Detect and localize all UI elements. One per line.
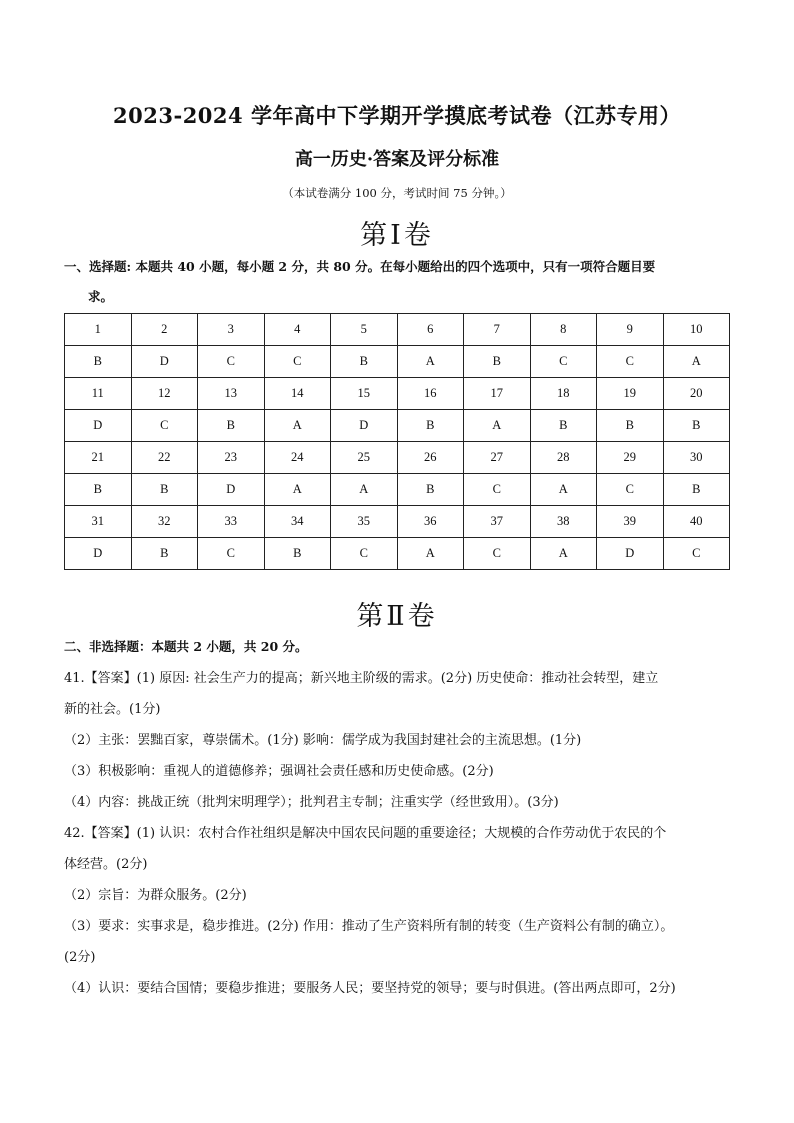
answer-row xyxy=(65,474,730,506)
answer-cell: B xyxy=(131,538,198,570)
question-number-cell: 7 xyxy=(464,314,531,346)
answer-cell: A xyxy=(331,474,398,506)
question-number-cell: 28 xyxy=(530,442,597,474)
question-number-cell: 17 xyxy=(464,378,531,410)
question-number-cell: 2 xyxy=(131,314,198,346)
question-number-cell: 9 xyxy=(597,314,664,346)
answer-cell: A xyxy=(530,474,597,506)
answer-cell: C xyxy=(663,538,730,570)
answer-cell: C xyxy=(530,346,597,378)
question-number-cell: 30 xyxy=(663,442,730,474)
answer-cell: B xyxy=(331,346,398,378)
question-number-cell: 14 xyxy=(264,378,331,410)
answer-cell: C xyxy=(331,538,398,570)
question-number-cell: 12 xyxy=(131,378,198,410)
document-subtitle: 高一历史·答案及评分标准 xyxy=(294,149,500,170)
answer-table xyxy=(64,313,730,570)
question-number-cell: 38 xyxy=(530,506,597,538)
part1-heading: 第Ⅰ卷 xyxy=(360,220,434,251)
question-number-cell: 26 xyxy=(397,442,464,474)
question-number-cell: 19 xyxy=(597,378,664,410)
part2-heading: 第Ⅱ卷 xyxy=(356,601,438,632)
question-number-cell: 18 xyxy=(530,378,597,410)
section1-title-line2: 求。 xyxy=(88,289,114,304)
answer-cell: B xyxy=(464,346,531,378)
question-number-cell: 11 xyxy=(65,378,132,410)
q41-line: （3）积极影响：重视人的道德修养；强调社会责任感和历史使命感。(2分) xyxy=(64,764,494,779)
answer-cell: B xyxy=(65,346,132,378)
section2-title: 二、非选择题：本题共 2 小题，共 20 分。 xyxy=(64,639,308,654)
q41-line: （2）主张：罢黜百家，尊崇儒术。(1分) 影响：儒学成为我国封建社会的主流思想。(1分) xyxy=(64,733,582,748)
answer-cell: A xyxy=(264,474,331,506)
answer-cell: C xyxy=(597,474,664,506)
question-number-cell: 36 xyxy=(397,506,464,538)
question-number-cell: 22 xyxy=(131,442,198,474)
question-number-cell: 10 xyxy=(663,314,730,346)
answer-cell: B xyxy=(65,474,132,506)
answer-cell: B xyxy=(397,410,464,442)
answer-cell: B xyxy=(663,474,730,506)
answer-row xyxy=(65,410,730,442)
question-number-row xyxy=(65,506,730,538)
question-number-cell: 3 xyxy=(198,314,265,346)
question-number-cell: 25 xyxy=(331,442,398,474)
section1-title xyxy=(64,252,734,312)
q42-line: （3）要求：实事求是，稳步推进。(2分) 作用：推动了生产资料所有制的转变（生产资料公有制的确立）。 xyxy=(64,919,674,934)
answer-cell: C xyxy=(198,346,265,378)
question-number-cell: 39 xyxy=(597,506,664,538)
q42-line: (2分) xyxy=(64,950,96,965)
question-number-cell: 34 xyxy=(264,506,331,538)
question-number-row xyxy=(65,442,730,474)
question-number-cell: 8 xyxy=(530,314,597,346)
answer-cell: B xyxy=(131,474,198,506)
question-number-cell: 21 xyxy=(65,442,132,474)
answer-cell: A xyxy=(397,538,464,570)
question-number-cell: 16 xyxy=(397,378,464,410)
answer-cell: C xyxy=(131,410,198,442)
answer-cell: D xyxy=(597,538,664,570)
question-number-cell: 23 xyxy=(198,442,265,474)
answer-cell: A xyxy=(397,346,464,378)
answer-cell: D xyxy=(198,474,265,506)
answer-row xyxy=(65,346,730,378)
answer-cell: B xyxy=(397,474,464,506)
answer-cell: A xyxy=(663,346,730,378)
exam-note: （本试卷满分 100 分，考试时间 75 分钟。） xyxy=(282,186,512,200)
question-number-cell: 31 xyxy=(65,506,132,538)
question-number-cell: 27 xyxy=(464,442,531,474)
question-number-cell: 6 xyxy=(397,314,464,346)
question-number-cell: 37 xyxy=(464,506,531,538)
question-number-cell: 33 xyxy=(198,506,265,538)
q41-line: （4）内容：挑战正统（批判宋明理学）；批判君主专制；注重实学（经世致用）。(3分) xyxy=(64,795,559,810)
answer-cell: D xyxy=(65,410,132,442)
question-number-row xyxy=(65,314,730,346)
q42-line: （2）宗旨：为群众服务。(2分) xyxy=(64,888,247,903)
question-number-cell: 1 xyxy=(65,314,132,346)
q42-line: 体经营。(2分) xyxy=(64,857,148,872)
answer-cell: C xyxy=(198,538,265,570)
q42-line: （4）认识：要结合国情；要稳步推进；要服务人民；要坚持党的领导；要与时俱进。(答出两点即可，2分) xyxy=(64,981,676,996)
answer-cell: B xyxy=(663,410,730,442)
answer-cell: C xyxy=(464,474,531,506)
question-number-cell: 15 xyxy=(331,378,398,410)
answer-cell: C xyxy=(264,346,331,378)
question-number-cell: 20 xyxy=(663,378,730,410)
question-number-cell: 24 xyxy=(264,442,331,474)
document-title: 2023-2024 学年高中下学期开学摸底考试卷（江苏专用） xyxy=(113,103,681,128)
answer-cell: A xyxy=(264,410,331,442)
question-number-cell: 13 xyxy=(198,378,265,410)
answer-cell: D xyxy=(65,538,132,570)
question-42-answer xyxy=(64,818,734,1004)
answer-cell: C xyxy=(597,346,664,378)
answer-cell: C xyxy=(464,538,531,570)
answer-cell: D xyxy=(331,410,398,442)
answer-cell: B xyxy=(264,538,331,570)
question-number-row xyxy=(65,378,730,410)
question-41-answer xyxy=(64,663,734,818)
question-number-cell: 32 xyxy=(131,506,198,538)
q41-line: 41.【答案】(1) 原因: 社会生产力的提高；新兴地主阶级的需求。(2分) 历史使命：推动社会转型，建立 xyxy=(64,671,659,686)
question-number-cell: 29 xyxy=(597,442,664,474)
question-number-cell: 5 xyxy=(331,314,398,346)
answer-cell: D xyxy=(131,346,198,378)
q41-line: 新的社会。(1分) xyxy=(64,702,161,717)
answer-row xyxy=(65,538,730,570)
question-number-cell: 35 xyxy=(331,506,398,538)
answer-cell: B xyxy=(198,410,265,442)
answer-cell: A xyxy=(530,538,597,570)
question-number-cell: 40 xyxy=(663,506,730,538)
answer-cell: B xyxy=(597,410,664,442)
answer-cell: B xyxy=(530,410,597,442)
answer-cell: A xyxy=(464,410,531,442)
section1-title-line1: 一、选择题: 本题共 40 小题，每小题 2 分，共 80 分。在每小题给出的四个选项中，只有一项符合题目要 xyxy=(64,259,656,274)
q42-line: 42.【答案】(1) 认识：农村合作社组织是解决中国农民问题的重要途径；大规模的合作劳动优于农民的个 xyxy=(64,826,667,841)
question-number-cell: 4 xyxy=(264,314,331,346)
